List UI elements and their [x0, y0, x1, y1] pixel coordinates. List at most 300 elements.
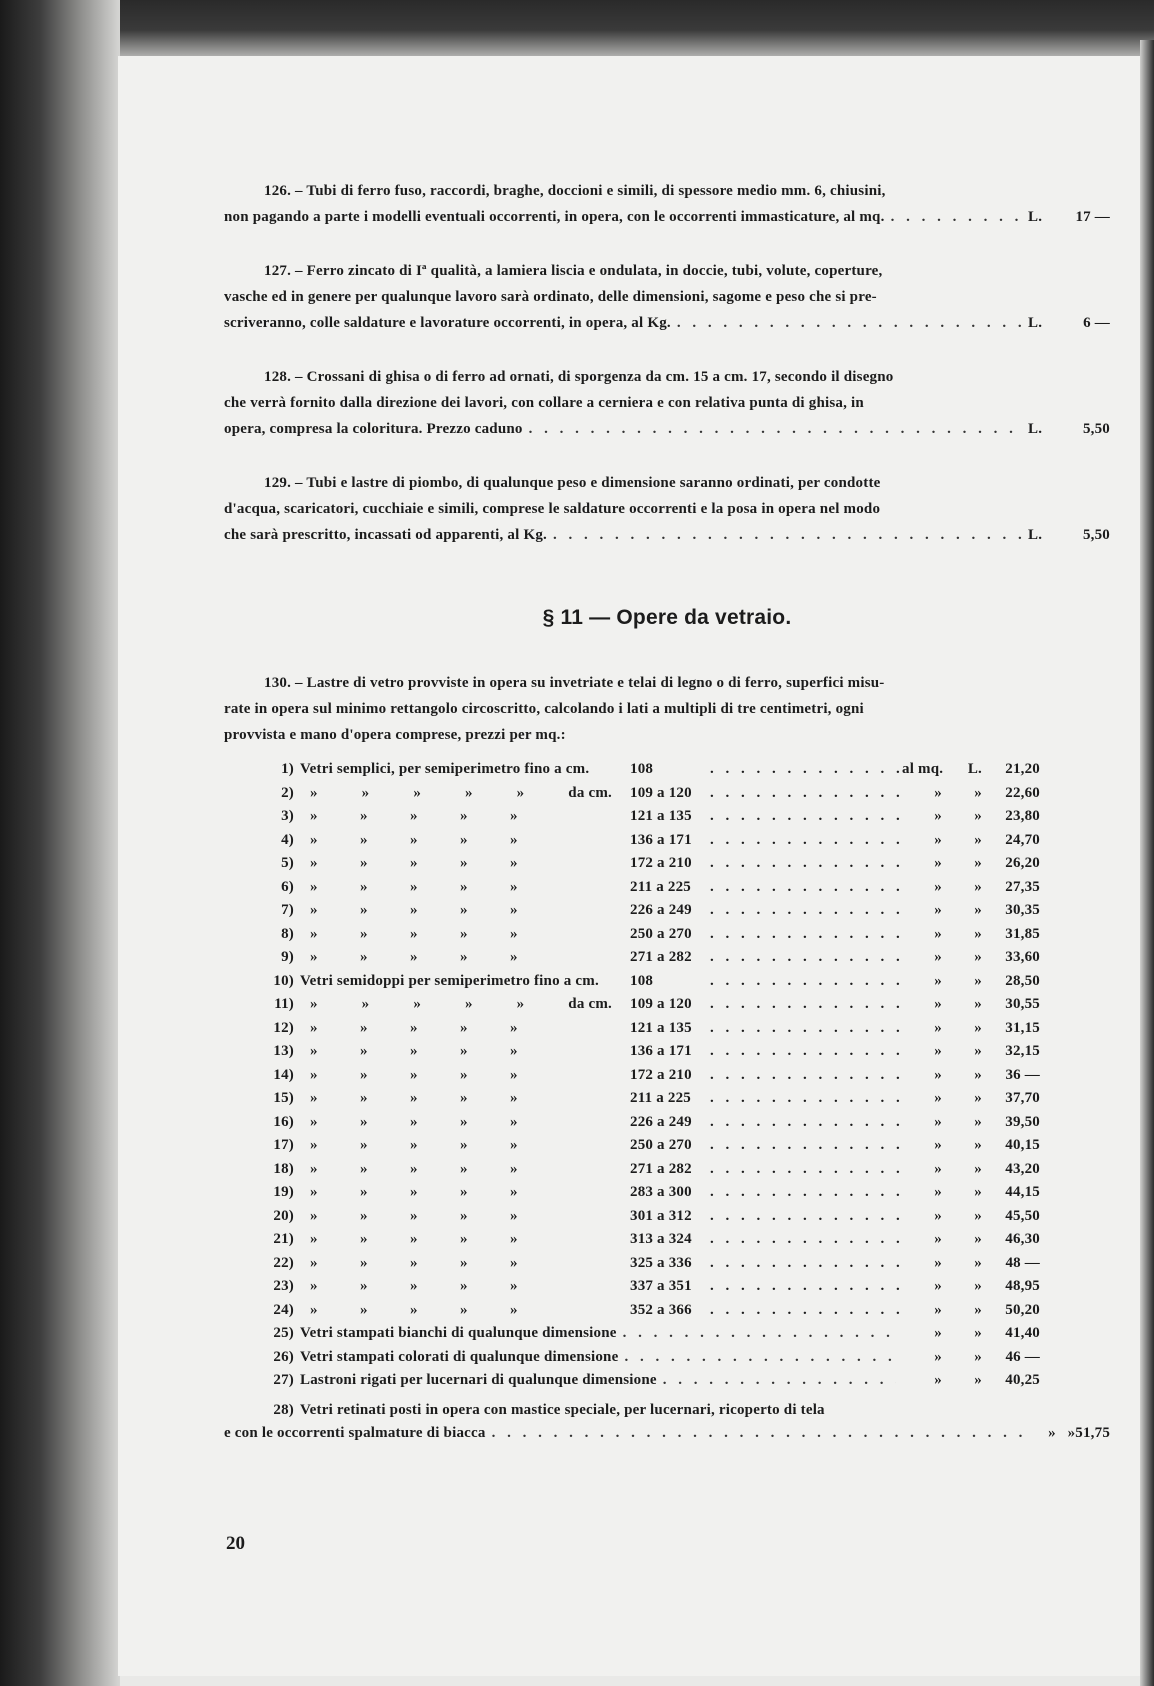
leader-dots — [710, 782, 902, 806]
ditto-mark: » — [410, 902, 418, 918]
ditto-mark: » — [510, 808, 518, 824]
row-unit: » — [934, 1019, 942, 1036]
row-range: 325 a 336 — [630, 1254, 692, 1271]
text-line-with-price — [224, 522, 1110, 548]
row-unit: » — [934, 1043, 942, 1059]
row-number: 4) — [281, 831, 294, 848]
text-line: opera, compresa la coloritura. Prezzo caduno — [224, 421, 523, 437]
ditto-mark: » — [410, 1043, 418, 1059]
row-price: 45,50 — [1005, 1207, 1040, 1224]
ditto-mark: » — [360, 1207, 368, 1224]
leader-dots — [710, 1064, 902, 1088]
ditto-mark: » — [310, 1066, 318, 1083]
row-unit: » — [934, 1207, 942, 1224]
ditto-mark: » — [410, 1301, 418, 1318]
scan-shadow-top — [0, 0, 1154, 60]
table-row — [224, 1111, 1110, 1135]
table-row — [224, 876, 1110, 900]
text-line-with-price — [224, 204, 1110, 230]
leader-dots — [710, 852, 902, 876]
row-number: 23) — [273, 1278, 294, 1294]
ditto-mark: » — [360, 1090, 368, 1106]
row-unit: » — [934, 1231, 942, 1247]
table-row — [224, 829, 1110, 853]
ditto-mark: » — [410, 1066, 418, 1083]
row-price: 43,20 — [1005, 1160, 1040, 1177]
row-description: e con le occorrenti spalmature di biacca — [224, 1425, 486, 1441]
ditto-marks — [300, 1017, 630, 1041]
table-row — [224, 970, 1110, 994]
range-prefix: da cm. — [568, 996, 612, 1012]
ditto-marks — [300, 1275, 630, 1299]
ditto-mark: » — [510, 1278, 518, 1294]
table-row — [224, 1017, 1110, 1041]
text-line: rate in opera sul minimo rettangolo circoscritto, calcolando i lati a multipli di tre centimetri, ogni — [224, 701, 864, 717]
row-unit: » — [934, 902, 942, 918]
ditto-mark: » — [510, 1090, 518, 1106]
ditto-mark: » — [413, 996, 422, 1012]
row-range: 172 a 210 — [630, 1066, 692, 1083]
row-unit: » — [934, 972, 942, 989]
table-row — [224, 852, 1110, 876]
entry-130 — [224, 670, 1110, 748]
row-price: 33,60 — [1005, 949, 1040, 965]
ditto-mark: » — [360, 808, 368, 824]
table-row-28 — [224, 1399, 1110, 1446]
ditto-mark: » — [360, 1278, 368, 1294]
ditto-mark: » — [410, 855, 418, 871]
currency-label: L. — [1028, 315, 1043, 331]
ditto-mark: » — [510, 1043, 518, 1059]
price-value: 6 — — [1083, 315, 1110, 331]
row-description — [300, 993, 630, 1017]
ditto-mark: » — [310, 878, 318, 895]
row-price: 37,70 — [1005, 1090, 1040, 1106]
row-unit: » — [934, 808, 942, 824]
row-currency: » — [974, 855, 982, 871]
table-row — [224, 1399, 1110, 1423]
table-row — [224, 1252, 1110, 1276]
leader-dots — [891, 204, 1022, 230]
row-currency: » — [1067, 1425, 1076, 1441]
text-line: 126. – Tubi di ferro fuso, raccordi, braghe, doccioni e simili, di spessore medio mm. 6, chiusini, — [264, 183, 886, 199]
currency-label: L. — [1028, 527, 1043, 543]
ditto-marks — [300, 923, 630, 947]
ditto-mark: » — [310, 1019, 318, 1036]
row-range: 226 a 249 — [630, 1113, 692, 1130]
ditto-mark: » — [510, 855, 518, 871]
ditto-mark: » — [410, 878, 418, 895]
text-line: d'acqua, scaricatori, cucchiaie e simili, comprese le saldature occorrenti e la posa in opera nel modo — [224, 501, 881, 517]
ditto-mark: » — [410, 925, 418, 942]
ditto-mark: » — [360, 925, 368, 942]
ditto-mark: » — [360, 878, 368, 895]
ditto-mark: » — [360, 902, 368, 918]
row-description — [300, 1228, 630, 1252]
row-number: 20) — [273, 1207, 294, 1224]
row-unit: » — [934, 1301, 942, 1318]
table-row — [224, 1181, 1110, 1205]
ditto-mark: » — [510, 1207, 518, 1224]
text-line: provvista e mano d'opera comprese, prezzi per mq.: — [224, 727, 566, 743]
row-number: 17) — [273, 1137, 294, 1153]
row-description — [300, 1275, 630, 1299]
row-description-text: Vetri semidoppi per semiperimetro fino a cm. — [300, 972, 599, 989]
leader-dots — [623, 1322, 896, 1346]
table-row — [224, 946, 1110, 970]
row-price: 21,20 — [1005, 761, 1040, 777]
leader-dots — [710, 1275, 902, 1299]
text-line-with-price — [224, 310, 1110, 336]
ditto-mark: » — [310, 1231, 318, 1247]
ditto-mark: » — [410, 1160, 418, 1177]
row-unit: » — [934, 1184, 942, 1200]
section-heading: § 11 — Opere da vetraio. — [542, 606, 792, 629]
ditto-mark: » — [310, 1278, 318, 1294]
row-price: 28,50 — [1005, 972, 1040, 989]
row-unit: » — [934, 949, 942, 965]
leader-dots — [710, 899, 902, 923]
row-price: 44,15 — [1005, 1184, 1040, 1200]
ditto-mark: » — [310, 949, 318, 965]
row-price: 40,25 — [1005, 1372, 1040, 1388]
leader-dots — [710, 1134, 902, 1158]
ditto-mark: » — [310, 784, 318, 801]
text-line-with-price — [224, 416, 1110, 442]
ditto-mark: » — [460, 902, 468, 918]
ditto-mark: » — [464, 996, 473, 1012]
table-row — [224, 993, 1110, 1017]
row-description-text: Vetri stampati bianchi di qualunque dimensione — [300, 1325, 617, 1341]
row-price: 23,80 — [1005, 808, 1040, 824]
ditto-mark: » — [460, 1207, 468, 1224]
ditto-marks — [300, 1299, 630, 1323]
ditto-mark: » — [410, 1278, 418, 1294]
row-unit: » — [934, 1090, 942, 1106]
ditto-mark: » — [410, 831, 418, 848]
row-price: 30,55 — [1005, 996, 1040, 1012]
ditto-mark: » — [510, 902, 518, 918]
row-number: 11) — [274, 996, 294, 1012]
table-row — [224, 1134, 1110, 1158]
ditto-mark: » — [310, 996, 318, 1012]
row-currency: » — [974, 1325, 982, 1341]
ditto-mark: » — [410, 1019, 418, 1036]
ditto-mark: » — [510, 1254, 518, 1271]
ditto-mark: » — [516, 996, 525, 1012]
ditto-marks — [300, 1158, 630, 1182]
row-range: 211 a 225 — [630, 1090, 691, 1106]
ditto-marks — [300, 1064, 630, 1088]
table-row — [224, 782, 1110, 806]
row-unit: » — [934, 1325, 942, 1341]
ditto-mark: » — [510, 1137, 518, 1153]
row-currency: » — [974, 1160, 982, 1177]
leader-dots — [677, 310, 1022, 336]
row-number: 15) — [273, 1090, 294, 1106]
row-price: 31,85 — [1005, 925, 1040, 942]
row-description — [300, 758, 630, 782]
table-row — [224, 1228, 1110, 1252]
row-description: Vetri retinati posti in opera con mastice speciale, per lucernari, ricoperto di tela — [300, 1401, 825, 1418]
ditto-mark: » — [460, 925, 468, 942]
currency-label: L. — [1028, 209, 1043, 225]
row-range: 313 a 324 — [630, 1231, 692, 1247]
row-description — [300, 1017, 630, 1041]
ditto-mark: » — [310, 902, 318, 918]
ditto-marks — [300, 1181, 630, 1205]
ditto-marks — [300, 993, 630, 1017]
row-range: 211 a 225 — [630, 878, 691, 895]
text-line: 127. – Ferro zincato di Iª qualità, a lamiera liscia e ondulata, in doccie, tubi, volute, coperture, — [264, 263, 883, 279]
ditto-marks — [300, 1252, 630, 1276]
row-description — [300, 946, 630, 970]
ditto-mark: » — [510, 1066, 518, 1083]
row-description — [300, 1064, 630, 1088]
row-number: 3) — [281, 808, 294, 824]
row-price: 50,20 — [1005, 1301, 1040, 1318]
row-number: 14) — [273, 1066, 294, 1083]
ditto-mark: » — [360, 1160, 368, 1177]
leader-dots — [492, 1422, 1031, 1446]
leader-dots — [710, 1111, 902, 1135]
row-description-text: Vetri stampati colorati di qualunque dimensione — [300, 1348, 619, 1365]
row-number: 1) — [281, 761, 294, 777]
entry-129 — [224, 470, 1110, 548]
row-currency: » — [974, 1207, 982, 1224]
ditto-mark: » — [410, 1231, 418, 1247]
ditto-mark: » — [510, 831, 518, 848]
leader-dots — [710, 1252, 902, 1276]
row-number: 27) — [273, 1372, 294, 1388]
text-line — [224, 722, 1110, 748]
row-description — [300, 852, 630, 876]
ditto-mark: » — [310, 1160, 318, 1177]
row-range: 283 a 300 — [630, 1184, 692, 1200]
ditto-mark: » — [460, 1113, 468, 1130]
row-price: 48,95 — [1005, 1278, 1040, 1294]
ditto-mark: » — [360, 1113, 368, 1130]
text-line: scriveranno, colle saldature e lavorature occorrenti, in opera, al Kg. — [224, 315, 671, 331]
ditto-mark: » — [510, 1231, 518, 1247]
row-range: 109 a 120 — [630, 784, 692, 801]
leader-dots — [710, 1181, 902, 1205]
leader-dots — [553, 522, 1022, 548]
table-row — [224, 1299, 1110, 1323]
ditto-mark: » — [360, 1254, 368, 1271]
row-unit: » — [934, 1254, 942, 1271]
leader-dots — [710, 1299, 902, 1323]
row-price: 46 — — [1005, 1348, 1040, 1365]
row-currency: » — [974, 1090, 982, 1106]
row-number: 16) — [273, 1113, 294, 1130]
row-currency: » — [974, 902, 982, 918]
row-unit: » — [934, 925, 942, 942]
row-range: 108 — [630, 761, 654, 777]
ditto-mark: » — [410, 1090, 418, 1106]
ditto-mark: » — [460, 1301, 468, 1318]
row-range: 121 a 135 — [630, 808, 692, 824]
row-unit: » — [934, 784, 942, 801]
row-description — [300, 876, 630, 900]
entry-128 — [224, 364, 1110, 442]
row-description — [300, 970, 630, 994]
ditto-mark: » — [310, 855, 318, 871]
text-line: che sarà prescritto, incassati od apparenti, al Kg. — [224, 527, 547, 543]
row-currency: » — [974, 808, 982, 824]
row-unit: » — [934, 1137, 942, 1153]
ditto-mark: » — [310, 1184, 318, 1200]
glass-price-table — [224, 758, 1110, 1393]
row-number: 25) — [273, 1325, 294, 1341]
ditto-marks — [300, 1134, 630, 1158]
row-range: 109 a 120 — [630, 996, 692, 1012]
row-description — [300, 1181, 630, 1205]
row-unit: » — [934, 831, 942, 848]
text-line: vasche ed in genere per qualunque lavoro sarà ordinato, delle dimensioni, sagome e peso che si pre- — [224, 289, 877, 305]
row-currency: » — [974, 831, 982, 848]
table-row — [224, 1205, 1110, 1229]
row-range: 121 a 135 — [630, 1019, 692, 1036]
row-number: 24) — [273, 1301, 294, 1318]
row-description — [300, 829, 630, 853]
row-range: 271 a 282 — [630, 949, 692, 965]
row-description — [300, 1040, 630, 1064]
ditto-marks — [300, 1228, 630, 1252]
table-row — [224, 1087, 1110, 1111]
row-description-text: Lastroni rigati per lucernari di qualunque dimensione — [300, 1372, 657, 1388]
row-description — [300, 1205, 630, 1229]
row-range: 250 a 270 — [630, 1137, 692, 1153]
ditto-mark: » — [410, 808, 418, 824]
row-range: 172 a 210 — [630, 855, 692, 871]
ditto-mark: » — [310, 831, 318, 848]
row-number: 12) — [273, 1019, 294, 1036]
row-currency: » — [974, 925, 982, 942]
row-price: 27,35 — [1005, 878, 1040, 895]
table-row — [224, 1346, 1110, 1370]
table-row — [224, 1422, 1110, 1446]
row-number: 10) — [273, 972, 294, 989]
row-description — [300, 923, 630, 947]
ditto-mark: » — [360, 1043, 368, 1059]
row-price: 40,15 — [1005, 1137, 1040, 1153]
leader-dots — [710, 1228, 902, 1252]
row-currency: » — [974, 784, 982, 801]
leader-dots — [710, 923, 902, 947]
row-range: 136 a 171 — [630, 1043, 692, 1059]
ditto-mark: » — [510, 1113, 518, 1130]
price-value: 17 — — [1075, 209, 1110, 225]
ditto-marks — [300, 782, 630, 806]
ditto-mark: » — [310, 925, 318, 942]
ditto-mark: » — [410, 949, 418, 965]
row-currency: » — [974, 1254, 982, 1271]
table-row — [224, 805, 1110, 829]
ditto-marks — [300, 1111, 630, 1135]
table-row — [224, 1040, 1110, 1064]
ditto-mark: » — [510, 925, 518, 942]
ditto-mark: » — [460, 855, 468, 871]
ditto-mark: » — [460, 1160, 468, 1177]
row-description — [300, 1111, 630, 1135]
row-description — [300, 1346, 902, 1370]
ditto-mark: » — [360, 831, 368, 848]
table-row — [224, 1064, 1110, 1088]
ditto-mark: » — [310, 1113, 318, 1130]
ditto-mark: » — [310, 1301, 318, 1318]
price-value: 5,50 — [1082, 421, 1110, 437]
row-number: 9) — [281, 949, 294, 965]
ditto-mark: » — [360, 1066, 368, 1083]
row-description — [300, 1158, 630, 1182]
ditto-mark: » — [360, 1301, 368, 1318]
ditto-marks — [300, 805, 630, 829]
row-number: 2) — [281, 784, 294, 801]
ditto-mark: » — [360, 949, 368, 965]
ditto-marks — [300, 852, 630, 876]
row-description — [300, 899, 630, 923]
row-unit: » — [934, 1348, 942, 1365]
leader-dots — [710, 1205, 902, 1229]
table-row — [224, 1322, 1110, 1346]
row-price: 48 — — [1005, 1254, 1040, 1271]
leader-dots — [710, 1158, 902, 1182]
ditto-mark: » — [460, 1043, 468, 1059]
row-unit: » — [934, 996, 942, 1012]
row-price: 30,35 — [1005, 902, 1040, 918]
ditto-mark: » — [460, 1254, 468, 1271]
row-unit: » — [1048, 1425, 1056, 1441]
page-content — [224, 178, 1110, 1446]
leader-dots — [710, 829, 902, 853]
ditto-mark: » — [310, 1254, 318, 1271]
ditto-mark: » — [410, 1184, 418, 1200]
row-range: 108 — [630, 972, 654, 989]
row-number: 13) — [273, 1043, 294, 1059]
row-unit: » — [934, 1066, 942, 1083]
ditto-mark: » — [361, 784, 370, 801]
leader-dots — [710, 1087, 902, 1111]
row-number: 5) — [281, 855, 294, 871]
row-range: 352 a 366 — [630, 1301, 692, 1318]
leader-dots — [710, 876, 902, 900]
row-number: 28) — [273, 1401, 294, 1418]
row-price: 51,75 — [1075, 1425, 1111, 1441]
row-range: 337 a 351 — [630, 1278, 692, 1294]
table-row — [224, 1275, 1110, 1299]
row-range: 301 a 312 — [630, 1207, 692, 1224]
row-description — [300, 805, 630, 829]
ditto-mark: » — [413, 784, 422, 801]
scan-binding-shadow — [0, 0, 120, 1686]
row-currency: » — [974, 949, 982, 965]
ditto-mark: » — [510, 1019, 518, 1036]
row-currency: » — [974, 996, 982, 1012]
ditto-mark: » — [460, 808, 468, 824]
table-row — [224, 1369, 1110, 1393]
row-number: 22) — [273, 1254, 294, 1271]
row-number: 18) — [273, 1160, 294, 1177]
row-range: 226 a 249 — [630, 902, 692, 918]
ditto-mark: » — [360, 1019, 368, 1036]
row-price: 31,15 — [1005, 1019, 1040, 1036]
ditto-mark: » — [460, 1137, 468, 1153]
ditto-mark: » — [510, 1301, 518, 1318]
ditto-mark: » — [310, 1207, 318, 1224]
leader-dots — [529, 416, 1022, 442]
row-currency: » — [974, 1184, 982, 1200]
